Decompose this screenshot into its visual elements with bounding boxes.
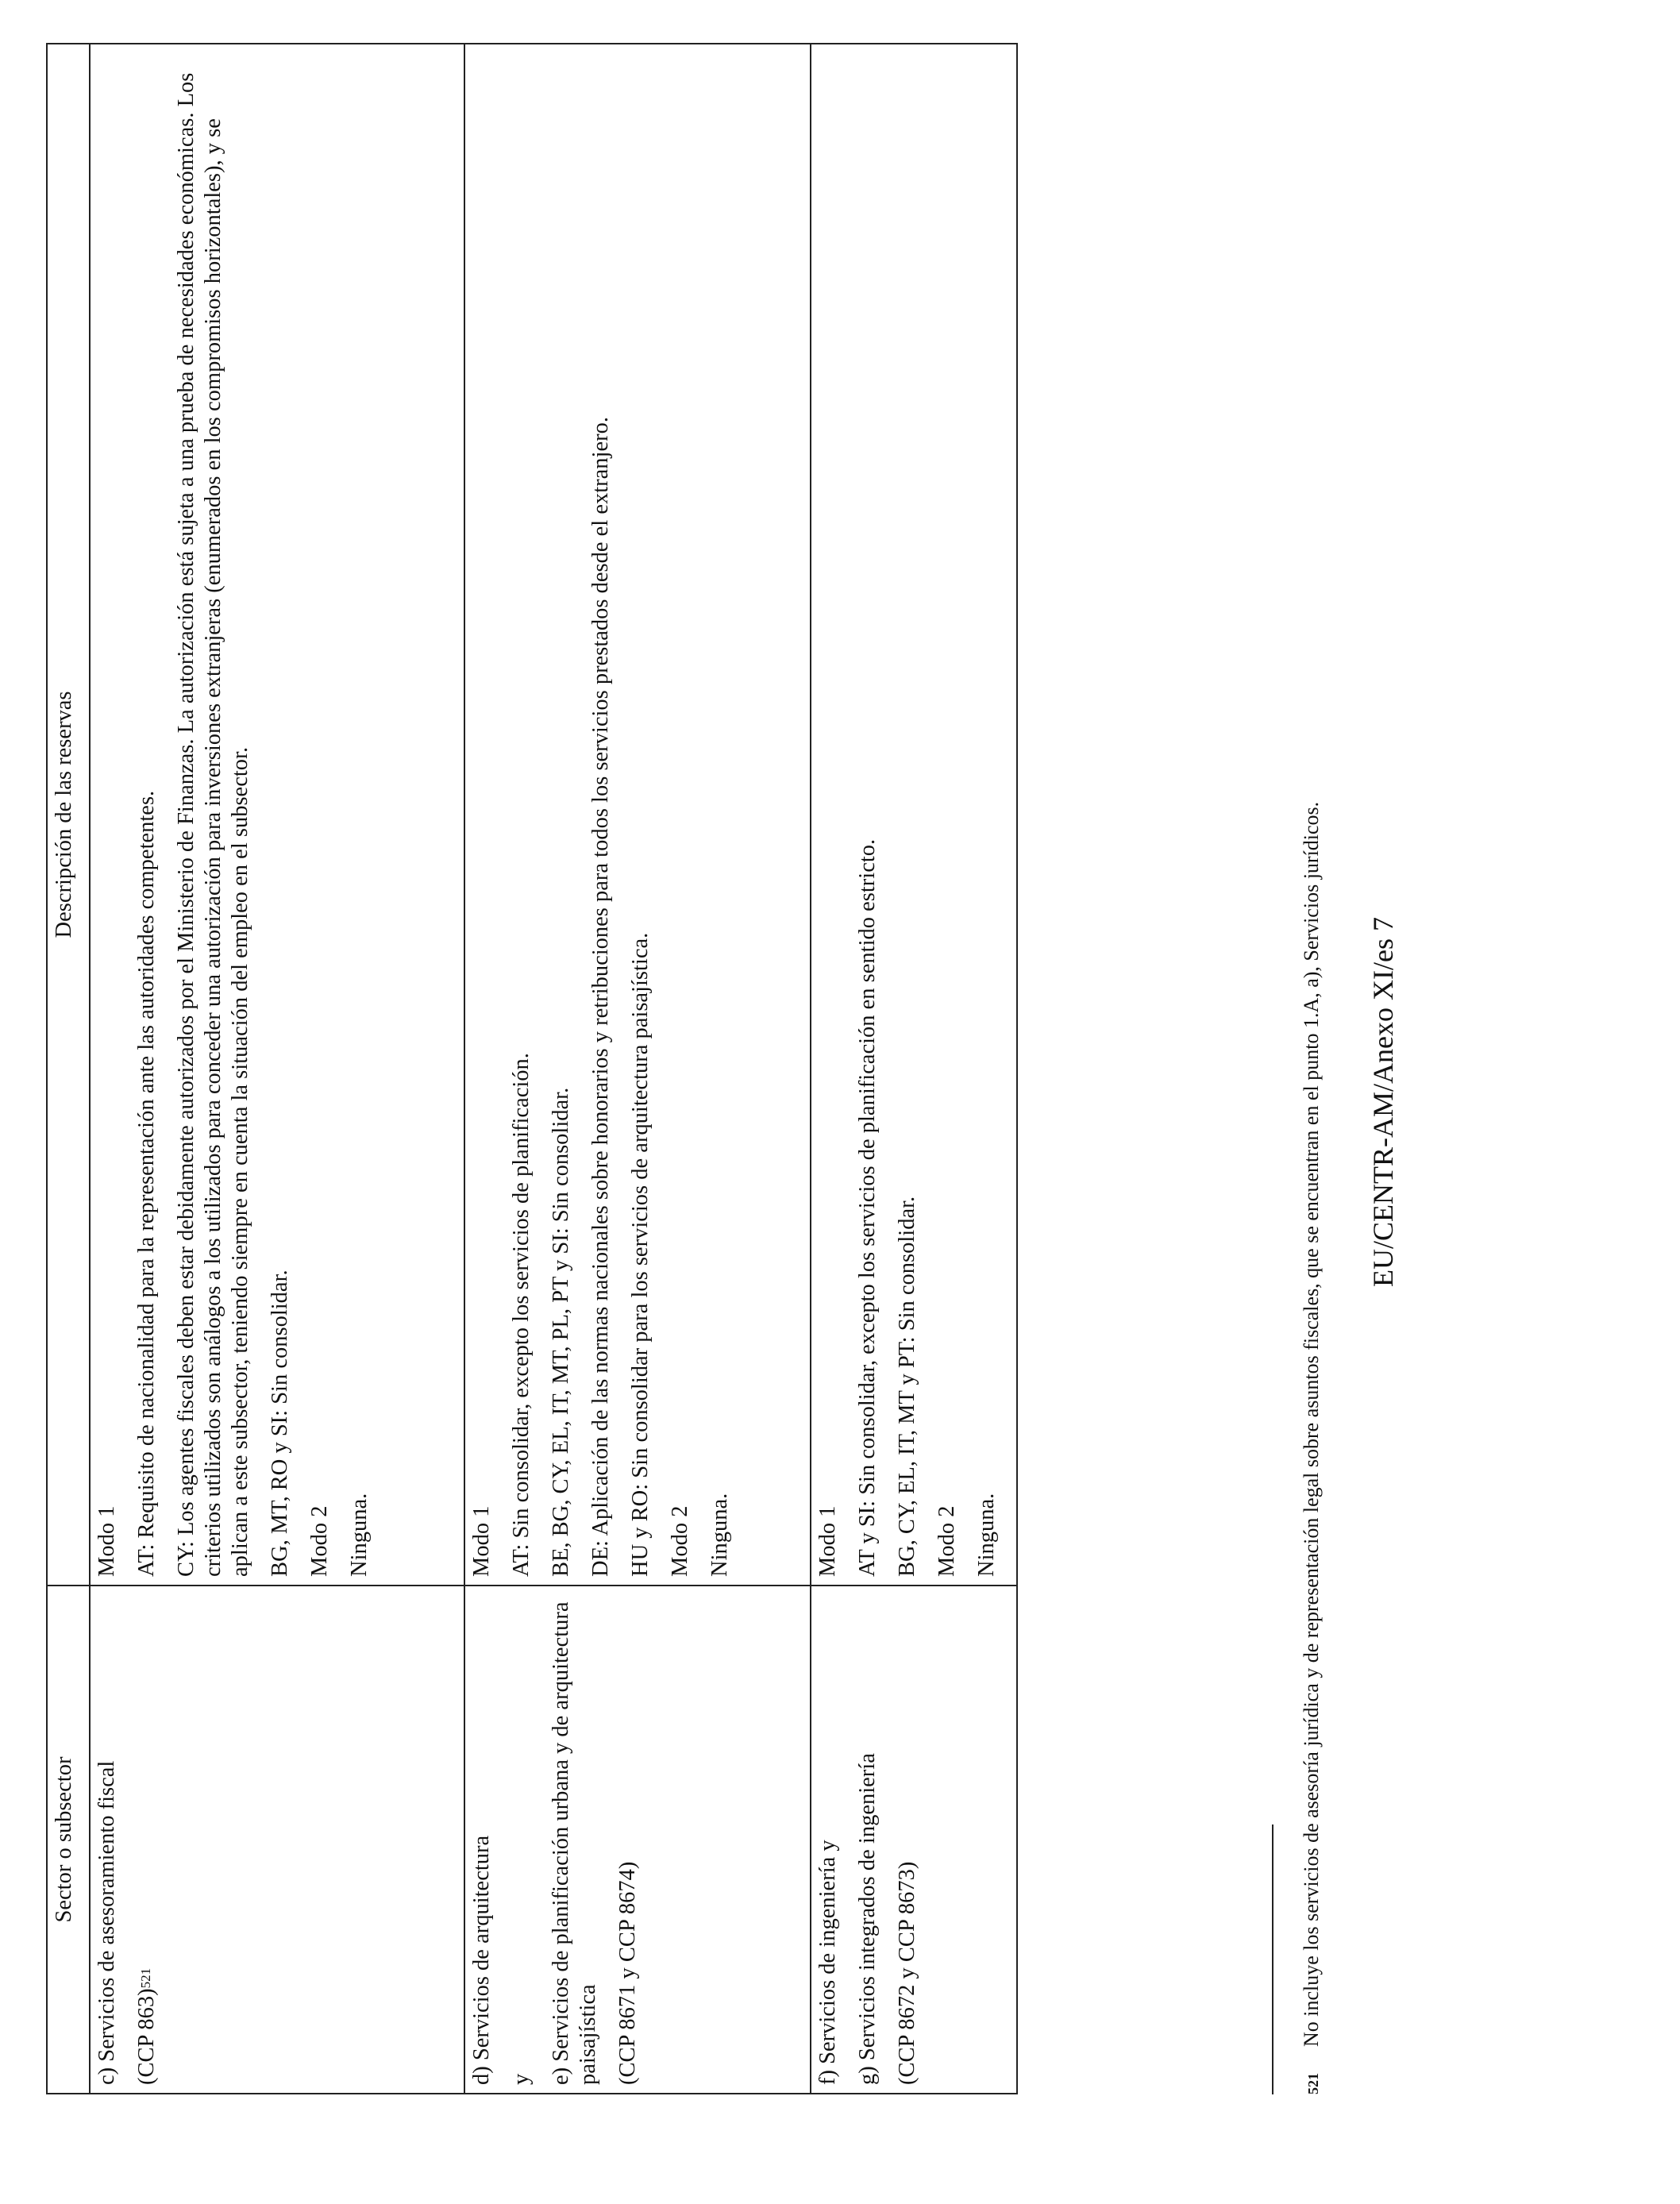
sector-line xyxy=(133,1594,160,2085)
description-paragraph: AT: Requisito de nacionalidad para la representación ante las autoridades competentes. xyxy=(134,790,159,1577)
sector-line: c) Servicios de asesoramiento fiscal xyxy=(94,1760,119,2085)
sector-line: d) Servicios de arquitectura xyxy=(469,1835,494,2085)
description-paragraph: DE: Aplicación de las normas nacionales sobre honorarios y retribuciones para todos los servicios prestados desde el extranjero. xyxy=(588,417,613,1577)
sector-line: (CCP 8672 y CCP 8673) xyxy=(895,1861,919,2085)
description-paragraph: AT: Sin consolidar, excepto los servicios de planificación. xyxy=(509,1053,534,1577)
page-reference: EU/CENTR-AM/Anexo XI/es 7 xyxy=(1367,917,1399,1287)
description-cell xyxy=(90,44,464,1586)
header-description: Descripción de las reservas xyxy=(47,44,90,1586)
sector-line: e) Servicios de planificación urbana y de arquitectura paisajística xyxy=(549,1601,600,2085)
sector-cell xyxy=(90,1586,464,2094)
description-cell xyxy=(811,44,1017,1586)
description-paragraph: Modo 2 xyxy=(668,1505,692,1577)
description-paragraph: Modo 2 xyxy=(934,1505,959,1577)
footnote xyxy=(1299,802,1326,2094)
description-paragraph: Modo 1 xyxy=(469,1505,494,1577)
description-paragraph: Ninguna. xyxy=(974,1493,999,1577)
description-paragraph: HU y RO: Sin consolidar para los servicios de arquitectura paisajística. xyxy=(628,932,653,1577)
sector-cell xyxy=(811,1586,1017,2094)
table-header-row xyxy=(47,44,90,2094)
description-paragraph: Ninguna. xyxy=(347,1493,372,1577)
sector-line: y xyxy=(509,2073,534,2085)
description-paragraph: Ninguna. xyxy=(707,1493,732,1577)
footnote-number: 521 xyxy=(1305,2073,1321,2094)
table-row xyxy=(811,44,1017,2094)
description-paragraph: CY: Los agentes fiscales deben estar debidamente autorizados por el Ministerio de Finanzas. La autorización está sujeta a una prueba de necesidades económicas. Los criterios utilizados son análogos a los utilizados para conceder una autorización para inversiones extranjeras (enumerados en los compromisos horizontales), y se aplican a este subsector, teniendo siempre en cuenta la situación del empleo en el subsector. xyxy=(174,72,252,1577)
sector-line: f) Servicios de ingeniería y xyxy=(815,1840,840,2085)
footnote-text: No incluye los servicios de asesoría jurídica y de representación legal sobre asuntos fiscales, que se encuentran en el punto 1.A, a), Servicios jurídicos. xyxy=(1300,801,1323,2047)
description-paragraph: Modo 1 xyxy=(815,1505,840,1577)
sector-cell xyxy=(464,1586,811,2094)
description-paragraph: AT y SI: Sin consolidar, excepto los servicios de planificación en sentido estricto. xyxy=(855,838,880,1577)
reservations-table xyxy=(46,43,1018,2094)
footnote-separator xyxy=(1272,1824,1273,2094)
description-paragraph: Modo 1 xyxy=(94,1505,119,1577)
description-paragraph: BG, MT, RO y SI: Sin consolidar. xyxy=(268,1270,292,1577)
description-paragraph: Modo 2 xyxy=(307,1505,332,1577)
description-paragraph: BE, BG, CY, EL, IT, MT, PL, PT y SI: Sin consolidar. xyxy=(549,1087,573,1577)
description-paragraph: BG, CY, EL, IT, MT y PT: Sin consolidar. xyxy=(895,1196,919,1577)
footnote-marker: 521 xyxy=(138,1967,153,1989)
table-row xyxy=(464,44,811,2094)
description-cell xyxy=(464,44,811,1586)
header-sector: Sector o subsector xyxy=(47,1586,90,2094)
sector-code: (CCP 863) xyxy=(134,1988,159,2085)
sector-line: (CCP 8671 y CCP 8674) xyxy=(615,1861,640,2085)
sector-line: g) Servicios integrados de ingeniería xyxy=(855,1753,880,2085)
table-row xyxy=(90,44,464,2094)
